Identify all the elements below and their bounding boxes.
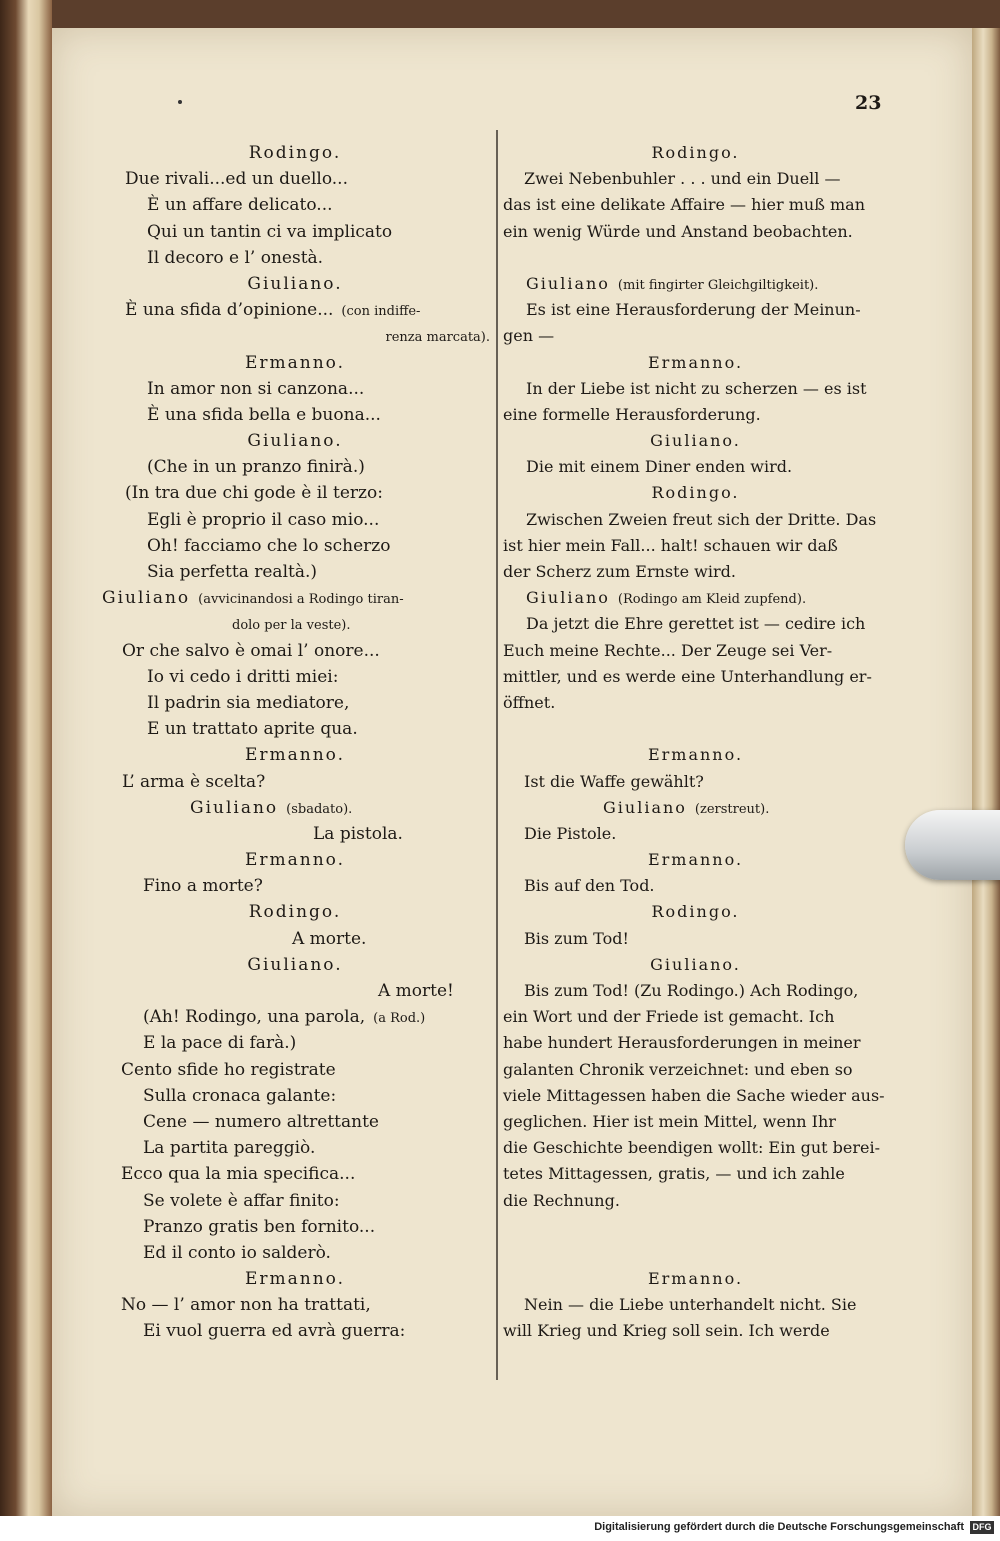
text-line bbox=[503, 1083, 888, 1109]
speaker-name: Ermanno. bbox=[244, 1269, 346, 1290]
speaker-name: Ermanno. bbox=[244, 745, 346, 766]
verse-text: viele Mittagessen haben die Sache wieder aus- bbox=[503, 1085, 885, 1105]
verse-text: Cene — numero altrettante bbox=[143, 1111, 379, 1132]
text-line bbox=[503, 1004, 888, 1030]
text-line bbox=[100, 559, 490, 585]
verse-text: Ecco qua la mia specifica... bbox=[121, 1164, 356, 1185]
speaker-line bbox=[503, 742, 888, 768]
text-line bbox=[503, 297, 888, 323]
text-line bbox=[100, 1161, 490, 1187]
text-line bbox=[503, 1188, 888, 1214]
verse-text: E un trattato aprite qua. bbox=[147, 719, 358, 740]
verse-text: In amor non si canzona... bbox=[147, 378, 365, 399]
ink-dot bbox=[178, 100, 182, 104]
verse-text: No — l’ amor non ha trattati, bbox=[121, 1295, 371, 1316]
text-line bbox=[100, 1292, 490, 1318]
page-number: 23 bbox=[855, 92, 882, 114]
verse-text: Nein — die Liebe unterhandelt nicht. Sie bbox=[524, 1295, 857, 1315]
text-line bbox=[100, 402, 490, 428]
text-line bbox=[100, 480, 490, 506]
speaker-line bbox=[503, 585, 888, 611]
verse-text: tetes Mittagessen, gratis, — und ich zahle bbox=[503, 1164, 845, 1184]
verse-text: È un affare delicato... bbox=[147, 195, 333, 216]
verse-text: geglichen. Hier ist mein Mittel, wenn Ihr bbox=[503, 1111, 836, 1131]
text-line bbox=[503, 638, 888, 664]
speaker-line bbox=[503, 428, 888, 454]
text-line bbox=[503, 323, 888, 349]
verse-text: ein wenig Würde und Anstand beobachten. bbox=[503, 221, 853, 241]
speaker-line bbox=[100, 1266, 490, 1292]
text-line bbox=[100, 664, 490, 690]
blank-line bbox=[503, 716, 888, 742]
speaker-line bbox=[503, 1266, 888, 1292]
text-line bbox=[503, 533, 888, 559]
text-line bbox=[100, 873, 490, 899]
verse-text: will Krieg und Krieg soll sein. Ich werde bbox=[503, 1321, 830, 1341]
stage-direction: (zerstreut). bbox=[694, 801, 770, 817]
speaker-line bbox=[503, 271, 888, 297]
speaker-line bbox=[503, 952, 888, 978]
speaker-name: Giuliano bbox=[526, 273, 610, 293]
verse-text: (In tra due chi gode è il terzo: bbox=[125, 483, 383, 504]
verse-text: Ei vuol guerra ed avrà guerra: bbox=[143, 1321, 406, 1342]
text-line bbox=[503, 219, 888, 245]
verse-text: öffnet. bbox=[503, 692, 556, 712]
text-line bbox=[100, 978, 490, 1004]
column-divider bbox=[496, 130, 498, 1380]
speaker-line bbox=[503, 140, 888, 166]
text-line bbox=[100, 1109, 490, 1135]
verse-text: mittler, und es werde eine Unterhandlung er- bbox=[503, 666, 872, 686]
verse-text: Due rivali...ed un duello... bbox=[125, 169, 348, 190]
verse-text: Es ist eine Herausforderung der Meinun- bbox=[526, 300, 861, 320]
speaker-name: Giuliano bbox=[526, 588, 610, 608]
speaker-name: Rodingo. bbox=[651, 483, 740, 503]
speaker-line bbox=[503, 795, 888, 821]
text-line bbox=[100, 1240, 490, 1266]
stage-direction: (avvicinandosi a Rodingo tiran- bbox=[198, 592, 404, 608]
verse-text: die Geschichte beendigen wollt: Ein gut berei- bbox=[503, 1138, 881, 1158]
stage-direction: (con indiffe- bbox=[341, 304, 421, 320]
speaker-line bbox=[503, 847, 888, 873]
verse-text: Sia perfetta realtà.) bbox=[147, 562, 318, 582]
verse-text: (Che in un pranzo finirà.) bbox=[147, 457, 365, 478]
speaker-line bbox=[100, 350, 490, 376]
text-line bbox=[503, 926, 888, 952]
speaker-line bbox=[100, 952, 490, 978]
text-line bbox=[100, 1083, 490, 1109]
text-line bbox=[100, 1004, 490, 1030]
verse-text: È una sfida d’opinione... bbox=[125, 300, 334, 321]
text-line bbox=[100, 1030, 490, 1056]
text-line bbox=[100, 1057, 490, 1083]
text-line bbox=[503, 559, 888, 585]
stage-direction: (a Rod.) bbox=[373, 1011, 426, 1027]
verse-text: dolo per la veste). bbox=[232, 618, 351, 634]
text-line bbox=[100, 297, 490, 323]
verse-text: Bis zum Tod! (Zu Rodingo.) Ach Rodingo, bbox=[524, 981, 859, 1000]
verse-text: eine formelle Herausforderung. bbox=[503, 404, 761, 424]
text-line bbox=[503, 507, 888, 533]
verse-text: Il padrin sia mediatore, bbox=[147, 692, 350, 713]
verse-text: (Ah! Rodingo, una parola, bbox=[143, 1007, 366, 1028]
verse-text: Pranzo gratis ben fornito... bbox=[143, 1216, 376, 1237]
text-line bbox=[503, 166, 888, 192]
text-line bbox=[503, 821, 888, 847]
text-line bbox=[100, 926, 490, 952]
text-line bbox=[100, 533, 490, 559]
text-line bbox=[503, 978, 888, 1004]
speaker-line bbox=[100, 428, 490, 454]
text-line bbox=[503, 1030, 888, 1056]
text-line bbox=[100, 454, 490, 480]
text-line bbox=[503, 192, 888, 218]
text-line bbox=[503, 1161, 888, 1187]
verse-text: E la pace di farà.) bbox=[143, 1033, 297, 1054]
speaker-line bbox=[100, 847, 490, 873]
verse-text: Bis auf den Tod. bbox=[524, 876, 655, 896]
speaker-name: Giuliano. bbox=[247, 273, 343, 294]
verse-text: La pistola. bbox=[313, 823, 403, 844]
verse-text: Zwei Nebenbuhler . . . und ein Duell — bbox=[524, 169, 841, 189]
speaker-name: Ermanno. bbox=[647, 1269, 744, 1289]
verse-text: der Scherz zum Ernste wird. bbox=[503, 562, 736, 581]
stage-direction: (mit fingirter Gleichgiltigkeit). bbox=[617, 277, 819, 293]
stage-direction: (Rodingo am Kleid zupfend). bbox=[617, 592, 807, 608]
verse-text: La partita pareggiò. bbox=[143, 1138, 316, 1159]
text-line bbox=[100, 245, 490, 271]
speaker-line bbox=[100, 899, 490, 925]
blank-line bbox=[503, 1240, 888, 1266]
text-line bbox=[100, 821, 490, 847]
speaker-line bbox=[100, 271, 490, 297]
speaker-name: Giuliano. bbox=[247, 954, 343, 975]
verse-text: Qui un tantin ci va implicato bbox=[147, 221, 393, 242]
verse-text: Il decoro e l’ onestà. bbox=[147, 247, 324, 268]
speaker-name: Giuliano. bbox=[247, 431, 343, 452]
speaker-name: Ermanno. bbox=[647, 745, 744, 765]
verse-text: das ist eine delikate Affaire — hier muß man bbox=[503, 195, 866, 215]
verse-text: Bis zum Tod! bbox=[524, 928, 629, 948]
blank-line bbox=[503, 1214, 888, 1240]
verse-text: ein Wort und der Friede ist gemacht. Ich bbox=[503, 1007, 835, 1027]
speaker-name: Rodingo. bbox=[651, 902, 740, 922]
verse-text: Die Pistole. bbox=[524, 823, 617, 843]
speaker-name: Ermanno. bbox=[244, 352, 346, 373]
text-line bbox=[503, 1292, 888, 1318]
german-column bbox=[503, 140, 888, 1345]
speaker-name: Giuliano. bbox=[650, 431, 741, 451]
verse-text: Se volete è affar finito: bbox=[143, 1190, 340, 1211]
verse-text: Or che salvo è omai l’ onore... bbox=[122, 640, 380, 661]
verse-text: L’ arma è scelta? bbox=[122, 771, 266, 792]
verse-text: Zwischen Zweien freut sich der Dritte. Das bbox=[526, 509, 877, 529]
page-edges bbox=[972, 28, 1000, 1516]
verse-text: A morte! bbox=[378, 981, 454, 1001]
text-line bbox=[503, 664, 888, 690]
verse-text: Cento sfide ho registrate bbox=[121, 1059, 336, 1080]
text-line bbox=[503, 873, 888, 899]
text-line bbox=[503, 1318, 888, 1344]
text-line bbox=[503, 1135, 888, 1161]
speaker-name: Giuliano bbox=[190, 797, 279, 818]
text-line bbox=[100, 507, 490, 533]
verse-text: Egli è proprio il caso mio... bbox=[147, 509, 380, 530]
text-line bbox=[503, 690, 888, 716]
speaker-line bbox=[100, 795, 490, 821]
text-line bbox=[100, 166, 490, 192]
text-line bbox=[503, 1057, 888, 1083]
text-line bbox=[100, 1135, 490, 1161]
verse-text: gen — bbox=[503, 326, 555, 346]
text-line bbox=[100, 1188, 490, 1214]
speaker-name: Ermanno. bbox=[244, 850, 346, 871]
verse-text: A morte. bbox=[292, 928, 367, 949]
speaker-name: Ermanno. bbox=[647, 352, 744, 372]
speaker-name: Rodingo. bbox=[651, 143, 740, 162]
text-line bbox=[100, 1214, 490, 1240]
book-spine-edge bbox=[0, 0, 52, 1541]
verse-text: Ed il conto io salderò. bbox=[143, 1242, 331, 1263]
text-line bbox=[100, 376, 490, 402]
speaker-line bbox=[503, 350, 888, 376]
speaker-line bbox=[503, 480, 888, 506]
speaker-name: Giuliano bbox=[102, 588, 191, 609]
speaker-line bbox=[503, 899, 888, 925]
text-line bbox=[503, 376, 888, 402]
speaker-line bbox=[100, 742, 490, 768]
thumb-clip bbox=[905, 810, 1000, 880]
italian-column bbox=[100, 140, 490, 1345]
text-line bbox=[100, 192, 490, 218]
speaker-name: Rodingo. bbox=[248, 902, 342, 923]
speaker-name: Ermanno. bbox=[647, 850, 744, 870]
verse-text: habe hundert Herausforderungen in meiner bbox=[503, 1033, 861, 1053]
text-line bbox=[100, 769, 490, 795]
speaker-name: Giuliano bbox=[603, 797, 687, 817]
verse-text: Euch meine Rechte... Der Zeuge sei Ver- bbox=[503, 640, 833, 660]
verse-text: Io vi cedo i dritti miei: bbox=[147, 666, 339, 687]
text-line bbox=[503, 611, 888, 637]
verse-text: Oh! facciamo che lo scherzo bbox=[147, 535, 391, 556]
text-line bbox=[100, 219, 490, 245]
dfg-logo: DFG bbox=[970, 1521, 994, 1534]
verse-text: Die mit einem Diner enden wird. bbox=[526, 457, 793, 477]
verse-text: Da jetzt die Ehre gerettet ist — cedire ich bbox=[526, 614, 866, 634]
text-line bbox=[100, 716, 490, 742]
verse-text: Fino a morte? bbox=[143, 876, 263, 897]
speaker-line bbox=[100, 140, 490, 166]
text-line bbox=[503, 402, 888, 428]
stage-direction: (sbadato). bbox=[286, 801, 353, 817]
text-line bbox=[100, 323, 490, 349]
speaker-name: Rodingo. bbox=[248, 143, 342, 163]
text-line bbox=[100, 690, 490, 716]
verse-text: Sulla cronaca galante: bbox=[143, 1085, 337, 1106]
verse-text: È una sfida bella e buona... bbox=[147, 404, 381, 425]
text-line bbox=[503, 454, 888, 480]
verse-text: galanten Chronik verzeichnet: und eben so bbox=[503, 1059, 853, 1079]
text-line bbox=[100, 611, 490, 637]
text-line bbox=[100, 638, 490, 664]
verse-text: renza marcata). bbox=[385, 330, 490, 346]
verse-text: ist hier mein Fall... halt! schauen wir daß bbox=[503, 535, 838, 555]
text-line bbox=[503, 1109, 888, 1135]
verse-text: die Rechnung. bbox=[503, 1190, 620, 1210]
footer-credit: Digitalisierung gefördert durch die Deutsche Forschungsgemeinschaft bbox=[594, 1521, 964, 1533]
text-line bbox=[100, 1318, 490, 1344]
text-line bbox=[503, 769, 888, 795]
verse-text: Ist die Waffe gewählt? bbox=[524, 771, 704, 791]
verse-text: In der Liebe ist nicht zu scherzen — es ist bbox=[526, 378, 867, 398]
speaker-name: Giuliano. bbox=[650, 954, 741, 974]
speaker-line bbox=[100, 585, 490, 611]
blank-line bbox=[503, 245, 888, 271]
